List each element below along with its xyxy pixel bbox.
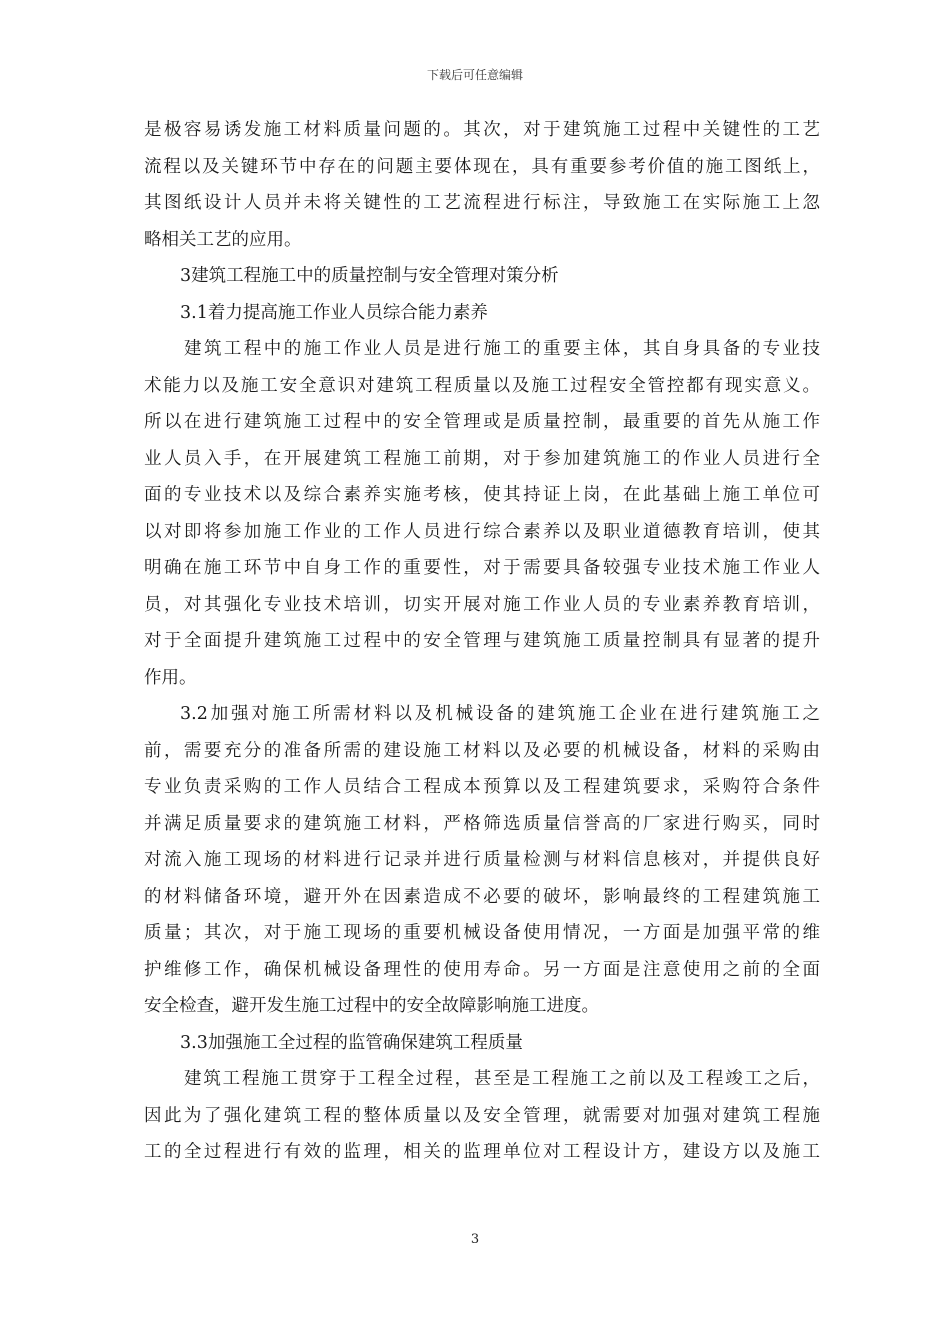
text-line: 建筑工程中的施工作业人员是进行施工的重要主体，其自身具备的专业技 bbox=[184, 339, 820, 359]
text-line: 3.3加强施工全过程的监管确保建筑工程质量 bbox=[180, 1032, 523, 1053]
body-text bbox=[144, 112, 820, 1171]
text-line: 专业负责采购的工作人员结合工程成本预算以及工程建筑要求，采购符合条件 bbox=[144, 777, 820, 797]
text-line: 3.1着力提高施工作业人员综合能力素养 bbox=[180, 302, 488, 323]
page-number: 3 bbox=[470, 1232, 480, 1247]
text-line: 术能力以及施工安全意识对建筑工程质量以及施工过程安全管控都有现实意义。 bbox=[144, 375, 820, 396]
text-line: 护维修工作，确保机械设备理性的使用寿命。另一方面是注意使用之前的全面 bbox=[144, 959, 820, 980]
text-line: 以对即将参加施工作业的工作人员进行综合素养以及职业道德教育培训，使其 bbox=[144, 521, 820, 542]
text-line: 是极容易诱发施工材料质量问题的。其次，对于建筑施工过程中关键性的工艺 bbox=[144, 120, 820, 140]
text-line: 质量；其次，对于施工现场的重要机械设备使用情况，一方面是加强平常的维 bbox=[144, 923, 820, 943]
text-line: 业人员入手，在开展建筑工程施工前期，对于参加建筑施工的作业人员进行全 bbox=[144, 448, 820, 469]
text-line: 员，对其强化专业技术培训，切实开展对施工作业人员的专业素养教育培训， bbox=[144, 594, 820, 615]
text-line: 安全检查，避开发生施工过程中的安全故障影响施工进度。 bbox=[144, 996, 599, 1016]
text-line: 工的全过程进行有效的监理，相关的监理单位对工程设计方，建设方以及施工 bbox=[144, 1142, 820, 1162]
page-header: 下载后可任意编辑 bbox=[426, 68, 523, 82]
text-line: 的材料储备环境，避开外在因素造成不必要的破坏，影响最终的工程建筑施工 bbox=[144, 886, 820, 907]
text-line: 作用。 bbox=[144, 667, 197, 688]
text-line: 对于全面提升建筑施工过程中的安全管理与建筑施工质量控制具有显著的提升 bbox=[144, 631, 820, 651]
text-line: 对流入施工现场的材料进行记录并进行质量检测与材料信息核对，并提供良好 bbox=[144, 850, 820, 870]
text-line: 略相关工艺的应用。 bbox=[144, 229, 302, 250]
text-line: 流程以及关键环节中存在的问题主要体现在，具有重要参考价值的施工图纸上， bbox=[144, 156, 820, 177]
text-line: 面的专业技术以及综合素养实施考核，使其持证上岗，在此基础上施工单位可 bbox=[144, 485, 820, 505]
text-line: 因此为了强化建筑工程的整体质量以及安全管理，就需要对加强对建筑工程施 bbox=[144, 1105, 820, 1126]
text-line: 并满足质量要求的建筑施工材料，严格筛选质量信誉高的厂家进行购买，同时 bbox=[144, 813, 820, 834]
text-line: 3.2加强对施工所需材料以及机械设备的建筑施工企业在进行建筑施工之 bbox=[180, 704, 820, 724]
text-line: 所以在进行建筑施工过程中的安全管理或是质量控制，最重要的首先从施工作 bbox=[144, 412, 820, 432]
text-line: 其图纸设计人员并未将关键性的工艺流程进行标注，导致施工在实际施工上忽 bbox=[144, 193, 820, 213]
text-line: 3建筑工程施工中的质量控制与安全管理对策分析 bbox=[180, 266, 559, 286]
text-line: 明确在施工环节中自身工作的重要性，对于需要具备较强专业技术施工作业人 bbox=[144, 558, 820, 578]
text-line: 前，需要充分的准备所需的建设施工材料以及必要的机械设备，材料的采购由 bbox=[144, 740, 820, 761]
text-line: 建筑工程施工贯穿于工程全过程，甚至是工程施工之前以及工程竣工之后， bbox=[184, 1069, 820, 1089]
